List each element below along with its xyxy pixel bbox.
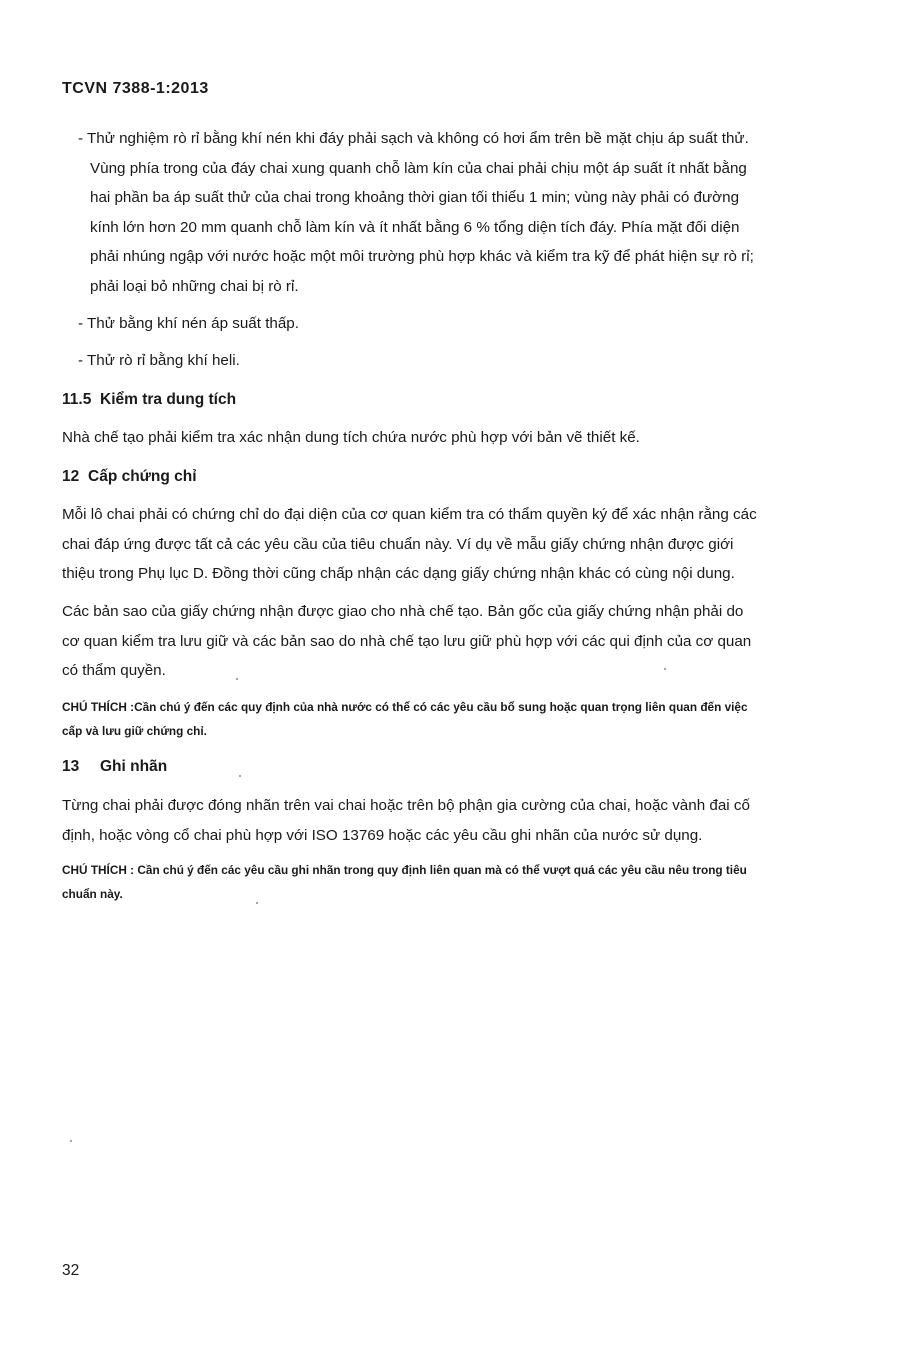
paragraph-line: thiệu trong Phụ lục D. Đồng thời cũng chấp nhận các dạng giấy chứng nhận khác có cùng nội dung. [62,565,735,582]
scan-speck [239,775,241,777]
bullet-pneumatic-leak-test [78,124,838,301]
bullet-helium-test [78,346,838,376]
paragraph-line: Từng chai phải được đóng nhãn trên vai chai hoặc trên bộ phận gia cường của chai, hoặc vành đai cố [62,797,750,814]
scan-speck [236,678,238,680]
bullet-line: - Thử nghiệm rò rỉ bằng khí nén khi đáy phải sạch và không có hơi ẩm trên bề mặt chịu áp suất thử. [78,130,749,147]
heading-13 [62,752,167,782]
bullet-line: hai phần ba áp suất thử của chai trong khoảng thời gian tối thiểu 1 min; vùng này phải có đường [90,189,740,206]
section-11-5-text [62,423,842,453]
section-12-paragraph-1 [62,500,842,589]
scan-speck [70,1140,72,1142]
heading-number: 12 [62,468,80,485]
note-line: CHÚ THÍCH : Cần chú ý đến các yêu cầu ghi nhãn trong quy định liên quan mà có thể vượt quá các yêu cầu nêu trong tiêu [62,863,747,877]
paragraph-line: định, hoặc vòng cổ chai phù hợp với ISO 13769 hoặc các yêu cầu ghi nhãn của nước sử dụng. [62,826,703,844]
heading-title: Cấp chứng chỉ [88,468,197,485]
heading-title: Ghi nhãn [100,758,168,775]
paragraph-line: chai đáp ứng được tất cả các yêu cầu của tiêu chuẩn này. Ví dụ về mẫu giấy chứng nhận được giới [62,535,734,553]
bullet-low-pressure-test [78,309,838,339]
paragraph-line: cơ quan kiểm tra lưu giữ và các bản sao do nhà chế tạo lưu giữ phù hợp với các qui định của cơ quan [62,632,752,650]
bullet-line: - Thử rò rỉ bằng khí heli. [78,352,240,369]
paragraph-line: Nhà chế tạo phải kiểm tra xác nhận dung tích chứa nước phù hợp với bản vẽ thiết kế. [62,429,640,446]
section-13-paragraph-1 [62,791,842,850]
page-number: 32 [62,1262,80,1279]
bullet-line: - Thử bằng khí nén áp suất thấp. [78,315,299,332]
paragraph-line: Các bản sao của giấy chứng nhận được giao cho nhà chế tạo. Bản gốc của giấy chứng nhận phải do [62,603,744,620]
heading-11-5 [62,385,236,415]
paragraph-line: Mỗi lô chai phải có chứng chỉ do đại diện của cơ quan kiểm tra có thẩm quyền ký để xác nhận rằng các [62,506,757,523]
standard-code: TCVN 7388-1:2013 [62,80,209,97]
heading-title: Kiểm tra dung tích [100,391,237,408]
paragraph-line: có thẩm quyền. [62,662,166,679]
bullet-line: Vùng phía trong của đáy chai xung quanh chỗ làm kín của chai phải chịu một áp suất ít nhất bằng [90,159,747,177]
bullet-line: kính lớn hơn 20 mm quanh chỗ làm kín và ít nhất bằng 6 % tổng diện tích đáy. Phía mặt đối diện [90,218,740,236]
scan-speck [664,668,666,670]
section-12-paragraph-2 [62,597,842,686]
note-line: cấp và lưu giữ chứng chỉ. [62,724,207,738]
section-12-note [62,695,842,743]
heading-12 [62,462,197,492]
bullet-line: phải loại bỏ những chai bị rò rỉ. [90,277,299,295]
note-line: chuẩn này. [62,887,123,901]
heading-number: 11.5 [62,391,92,408]
scan-speck [256,902,258,904]
bullet-line: phải nhúng ngập với nước hoặc một môi trường phù hợp khác và kiểm tra kỹ để phát hiện sự rò rỉ; [90,248,754,265]
section-13-note [62,858,842,906]
heading-number: 13 [62,758,80,775]
note-line: CHÚ THÍCH :Cần chú ý đến các quy định của nhà nước có thể có các yêu cầu bổ sung hoặc quan trọng liên quan đến việc [62,700,748,714]
